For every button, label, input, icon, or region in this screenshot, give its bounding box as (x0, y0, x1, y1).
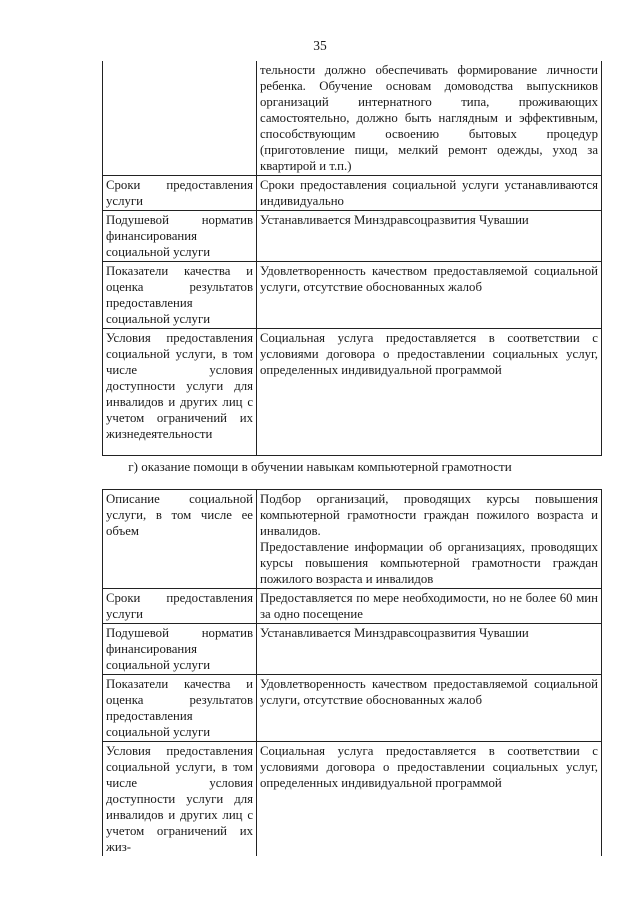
value-paragraph: Социальная услуга предоставляется в соответствии с условиями договора о предоставлении социальных услуг, определенных индивидуальной программой (260, 744, 598, 790)
row-value (257, 589, 602, 624)
table-row (103, 490, 602, 589)
row-label: Показатели качества и оценка результатов предоставления социальной услуги (103, 675, 257, 742)
row-value (257, 176, 602, 211)
table-row (103, 211, 602, 262)
value-paragraph: Удовлетворенность качеством предоставляемой социальной услуги, отсутствие обоснованных жалоб (260, 677, 598, 707)
row-value (257, 624, 602, 675)
value-paragraph: Подбор организаций, проводящих курсы повышения компьютерной грамотности граждан пожилого возраста и инвалидов. (260, 492, 598, 538)
row-value (257, 742, 602, 857)
service-table-continued (102, 61, 602, 456)
table-row (103, 61, 602, 176)
row-label: Сроки предоставления услуги (103, 176, 257, 211)
value-paragraph: Предоставляется по мере необходимости, но не более 60 мин за одно посещение (260, 591, 598, 621)
value-paragraph: Удовлетворенность качеством предоставляемой социальной услуги, отсутствие обоснованных жалоб (260, 264, 598, 294)
table-row (103, 624, 602, 675)
value-paragraph: тельности должно обеспечивать формирование личности ребенка. Обучение основам домоводства выпускников организаций интернатного типа, проживающих самостоятельно, должно быть наглядным и эффективным, способствующим освоению бытовых процедур (приготовление пищи, мелкий ремонт одежды, уход за квартирой и т.п.) (260, 63, 598, 173)
value-paragraph: Предоставление информации об организациях, проводящих курсы повышения компьютерной грамотности граждан пожилого возраста и инвалидов (260, 540, 598, 586)
row-label: Условия предоставления социальной услуги, в том числе условия доступности услуги для инвалидов и других лиц с учетом ограничений их жизнедеятельности (103, 329, 257, 456)
section-heading: г) оказание помощи в обучении навыкам компьютерной грамотности (128, 459, 512, 474)
table-row (103, 329, 602, 456)
row-value (257, 490, 602, 589)
row-label: Подушевой норматив финансирования социальной услуги (103, 211, 257, 262)
table-row (103, 176, 602, 211)
row-label: Подушевой норматив финансирования социальной услуги (103, 624, 257, 675)
row-label: Описание социальной услуги, в том числе ее объем (103, 490, 257, 589)
value-paragraph: Сроки предоставления социальной услуги устанавливаются индивидуально (260, 178, 598, 208)
row-value (257, 329, 602, 456)
table-row (103, 262, 602, 329)
row-label (103, 61, 257, 176)
value-paragraph: Социальная услуга предоставляется в соответствии с условиями договора о предоставлении социальных услуг, определенных индивидуальной программой (260, 331, 598, 377)
value-paragraph: Устанавливается Минздравсоцразвития Чувашии (260, 626, 529, 640)
row-value (257, 675, 602, 742)
service-table-computer-literacy (102, 489, 602, 856)
row-value (257, 211, 602, 262)
table-row (103, 742, 602, 857)
row-value (257, 262, 602, 329)
page-number: 35 (313, 38, 327, 53)
row-label: Показатели качества и оценка результатов предоставления социальной услуги (103, 262, 257, 329)
row-value (257, 61, 602, 176)
table-row (103, 589, 602, 624)
table-row (103, 675, 602, 742)
row-label: Условия предоставления социальной услуги, в том числе условия доступности услуги для инвалидов и других лиц с учетом ограничений их жиз- (103, 742, 257, 857)
row-label: Сроки предоставления услуги (103, 589, 257, 624)
value-paragraph: Устанавливается Минздравсоцразвития Чувашии (260, 213, 529, 227)
